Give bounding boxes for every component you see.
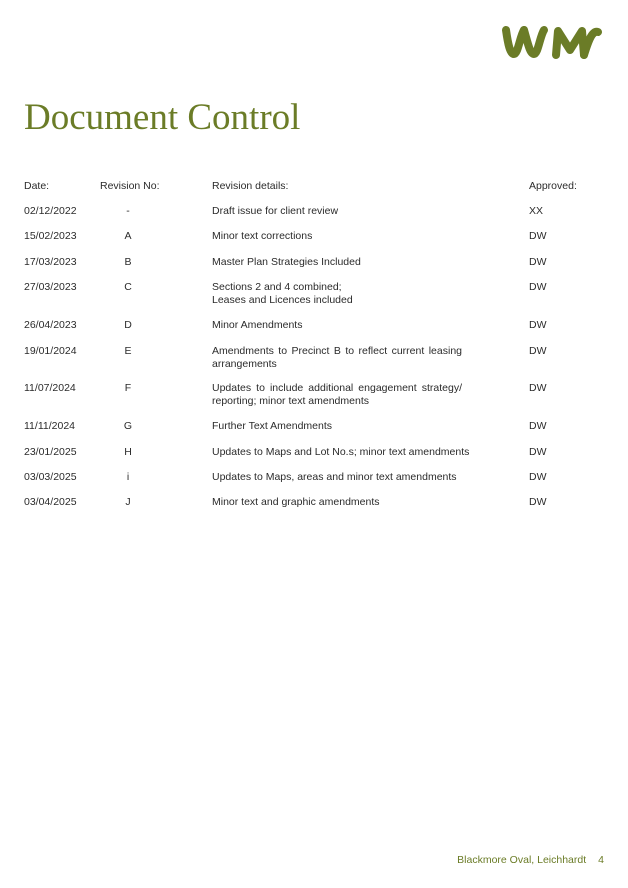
row-revision: J — [125, 496, 131, 508]
row-approved: DW — [529, 281, 547, 293]
row-date: 02/12/2022 — [24, 205, 77, 217]
row-approved: DW — [529, 496, 547, 508]
row-details: Minor text and graphic amendments — [212, 496, 380, 508]
row-approved: DW — [529, 256, 547, 268]
row-date: 11/07/2024 — [24, 382, 76, 394]
row-date: 19/01/2024 — [24, 345, 77, 357]
row-approved: XX — [529, 205, 544, 217]
header-date: Date: — [24, 180, 50, 192]
row-approved: DW — [529, 420, 547, 432]
row-approved: DW — [529, 345, 547, 357]
page-number: 4 — [598, 854, 604, 866]
row-revision: - — [126, 205, 130, 217]
row-revision: C — [124, 281, 132, 293]
row-revision: E — [124, 345, 132, 357]
row-details: Minor text corrections — [212, 230, 313, 242]
row-details — [212, 281, 462, 307]
row-date: 27/03/2023 — [24, 281, 77, 293]
footer-location: Blackmore Oval, Leichhardt — [457, 854, 587, 866]
row-approved: DW — [529, 319, 547, 331]
row-revision: i — [126, 471, 130, 483]
row-details: Further Text Amendments — [212, 420, 333, 432]
header-revision: Revision No: — [100, 180, 160, 192]
row-approved: DW — [529, 230, 547, 242]
row-details-line-2: Leases and Licences included — [212, 294, 353, 306]
row-date: 03/03/2025 — [24, 471, 77, 483]
row-details: Updates to Maps and Lot No.s; minor text amendments — [212, 446, 470, 458]
row-details: Master Plan Strategies Included — [212, 256, 361, 268]
header-details: Revision details: — [212, 180, 289, 192]
row-date: 17/03/2023 — [24, 256, 77, 268]
row-revision: F — [124, 382, 132, 394]
wm-logo-icon — [500, 22, 606, 62]
row-date: 15/02/2023 — [24, 230, 77, 242]
page-title: Document Control — [24, 97, 301, 138]
header-approved: Approved: — [529, 180, 577, 192]
row-details-line-1: Sections 2 and 4 combined; — [212, 281, 342, 293]
row-revision: D — [124, 319, 132, 331]
row-revision: A — [124, 230, 132, 242]
row-approved: DW — [529, 382, 547, 394]
row-date: 11/11/2024 — [24, 420, 75, 432]
row-approved: DW — [529, 446, 547, 458]
row-revision: G — [123, 420, 133, 432]
row-approved: DW — [529, 471, 547, 483]
row-revision: B — [124, 256, 132, 268]
row-date: 26/04/2023 — [24, 319, 77, 331]
row-details: Amendments to Precinct B to reflect current leasing arrangements — [212, 345, 462, 370]
row-details: Updates to include additional engagement strategy/ reporting; minor text amendments — [212, 382, 462, 407]
row-details: Updates to Maps, areas and minor text amendments — [212, 471, 457, 483]
row-revision: H — [124, 446, 132, 458]
row-date: 23/01/2025 — [24, 446, 77, 458]
row-details: Draft issue for client review — [212, 205, 339, 217]
page-footer — [457, 854, 604, 867]
row-date: 03/04/2025 — [24, 496, 77, 508]
row-details: Minor Amendments — [212, 319, 303, 331]
